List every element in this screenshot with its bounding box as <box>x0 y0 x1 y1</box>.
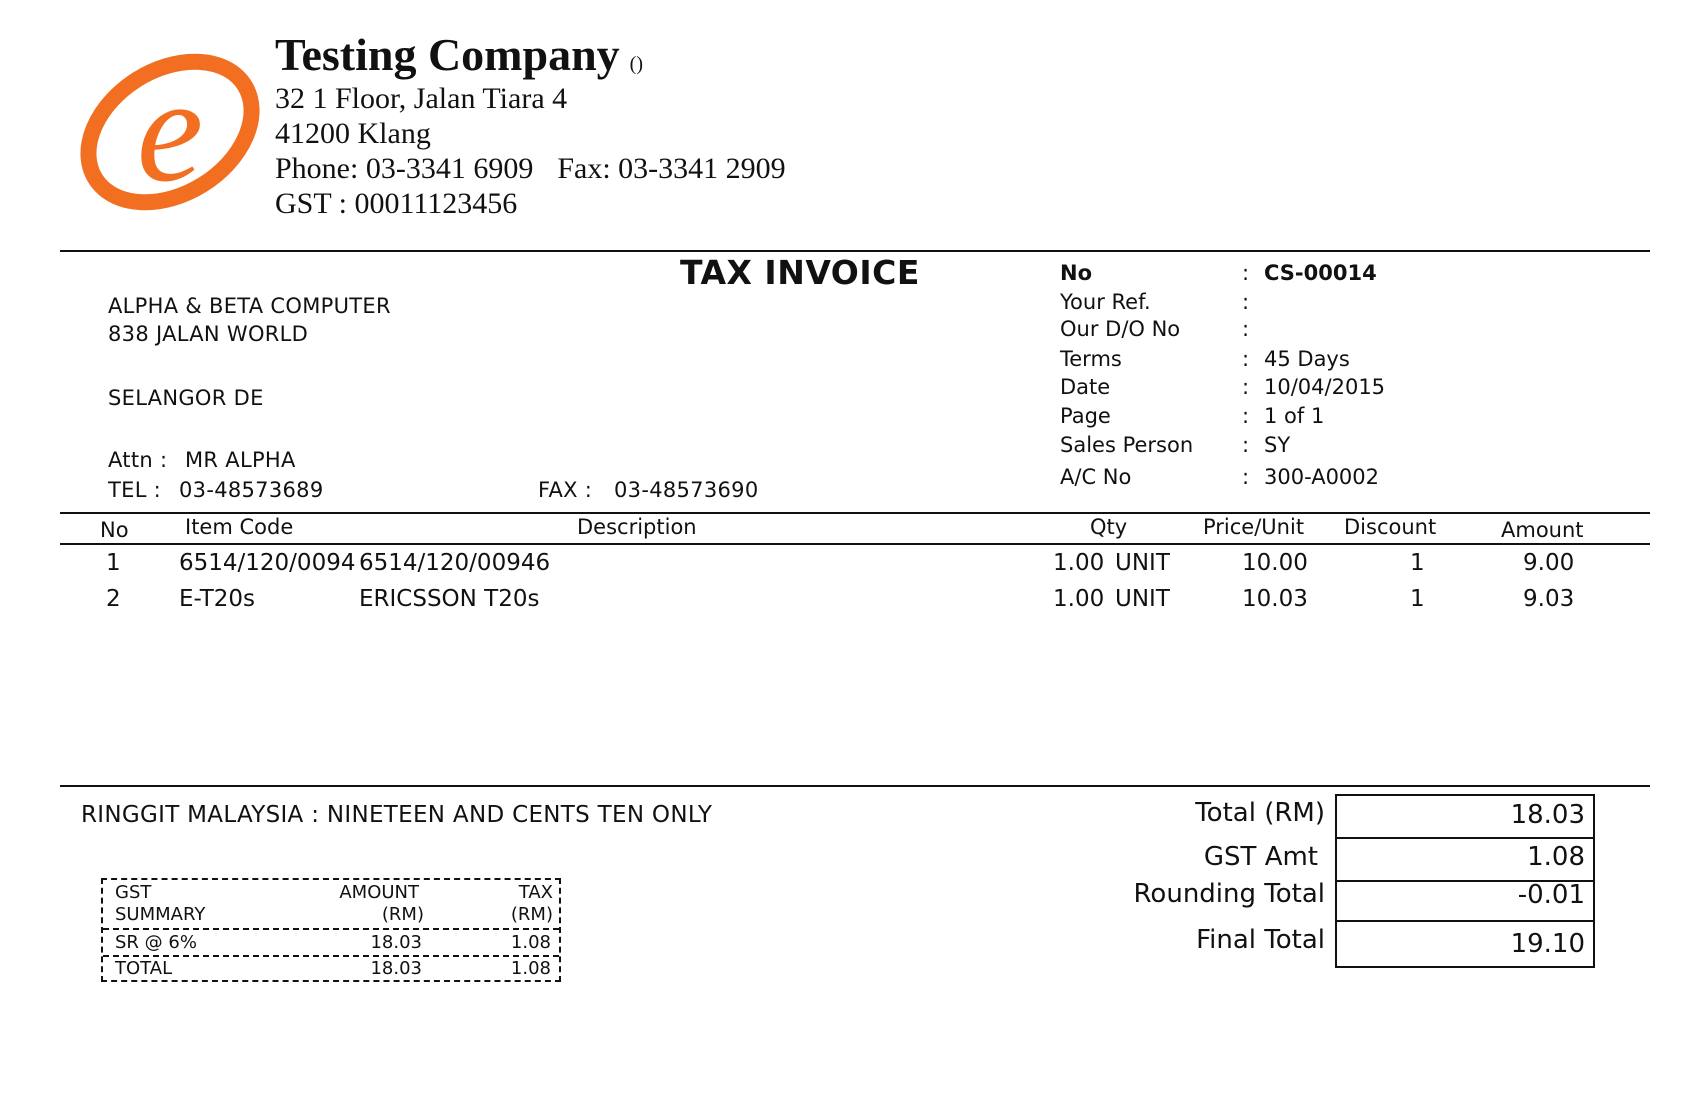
gst-summary-total-amount: 18.03 <box>370 958 422 979</box>
col-header-item-code: Item Code <box>185 515 294 539</box>
final-total-value: 19.10 <box>1510 929 1585 959</box>
company-contact-line <box>275 152 786 186</box>
gst-summary-total-tax: 1.08 <box>510 958 551 979</box>
info-colon: : <box>1242 465 1250 489</box>
row2-amount: 9.03 <box>1523 586 1575 612</box>
company-gst: GST : 00011123456 <box>275 187 518 220</box>
company-fax: Fax: 03-3341 2909 <box>557 152 786 185</box>
row1-item-code: 6514/120/0094 <box>179 550 356 576</box>
info-value-no: CS-00014 <box>1264 261 1377 285</box>
final-total-label: Final Total <box>1196 925 1325 955</box>
company-name <box>275 28 643 81</box>
row1-uom: UNIT <box>1115 550 1170 576</box>
info-label-terms: Terms <box>1060 347 1122 371</box>
info-value-ac-no: 300-A0002 <box>1264 465 1380 489</box>
company-logo <box>75 40 265 225</box>
customer-tel-label: TEL : <box>108 478 162 502</box>
gst-amt-label: GST Amt <box>1203 842 1318 872</box>
company-name-suffix: () <box>629 53 643 75</box>
info-value-page: 1 of 1 <box>1264 404 1325 428</box>
gst-summary-row-tax: 1.08 <box>510 932 551 953</box>
customer-tel: 03-48573689 <box>179 478 324 502</box>
col-header-no: No <box>100 518 129 542</box>
document-title: TAX INVOICE <box>680 253 920 292</box>
gst-summary-row-amount: 18.03 <box>370 932 422 953</box>
total-box <box>1335 794 1595 839</box>
logo-letter: e <box>136 47 204 213</box>
gst-amt-value: 1.08 <box>1527 842 1585 872</box>
row1-price: 10.00 <box>1242 550 1308 576</box>
table-top-divider <box>60 512 1650 514</box>
total-value: 18.03 <box>1510 800 1585 830</box>
info-label-no: No <box>1060 261 1093 285</box>
final-total-box <box>1335 920 1595 968</box>
info-colon: : <box>1242 261 1250 285</box>
company-address-line2: 41200 Klang <box>275 117 431 150</box>
company-address-line1: 32 1 Floor, Jalan Tiara 4 <box>275 82 568 115</box>
company-phone: Phone: 03-3341 6909 <box>275 152 534 185</box>
info-colon: : <box>1242 433 1250 457</box>
total-label: Total (RM) <box>1195 798 1325 828</box>
info-label-date: Date <box>1060 375 1111 399</box>
info-value-date: 10/04/2015 <box>1264 375 1386 399</box>
gst-summary-header-tax: TAX <box>518 882 553 903</box>
info-colon: : <box>1242 290 1250 314</box>
customer-fax: 03-48573690 <box>614 478 759 502</box>
gst-amt-box <box>1335 837 1595 882</box>
gst-summary-header-gst: GST <box>115 882 152 903</box>
company-name-text: Testing Company <box>275 29 620 80</box>
gst-summary-total-label: TOTAL <box>115 958 173 979</box>
row2-discount: 1 <box>1410 586 1425 612</box>
info-colon: : <box>1242 347 1250 371</box>
info-label-page: Page <box>1060 404 1111 428</box>
col-header-amount: Amount <box>1501 518 1584 542</box>
info-colon: : <box>1242 375 1250 399</box>
customer-address2: SELANGOR DE <box>108 386 264 410</box>
row2-item-code: E-T20s <box>179 586 256 612</box>
customer-attn-label: Attn : <box>108 448 168 472</box>
info-label-ac-no: A/C No <box>1060 465 1132 489</box>
info-label-sales-person: Sales Person <box>1060 433 1194 457</box>
customer-address1: 838 JALAN WORLD <box>108 322 309 346</box>
rounding-total-label: Rounding Total <box>1133 879 1325 909</box>
row1-no: 1 <box>106 550 121 576</box>
col-header-description: Description <box>577 515 697 539</box>
gst-summary-header-summary: SUMMARY <box>115 904 206 925</box>
gst-summary-divider <box>103 955 559 957</box>
row2-qty: 1.00 <box>1053 586 1105 612</box>
row2-description: ERICSSON T20s <box>359 586 540 612</box>
info-colon: : <box>1242 404 1250 428</box>
gst-summary-box <box>101 878 561 982</box>
info-label-do-no: Our D/O No <box>1060 317 1181 341</box>
header-divider <box>60 250 1650 252</box>
col-header-price: Price/Unit <box>1203 515 1305 539</box>
gst-summary-header-amount: AMOUNT <box>339 882 419 903</box>
row1-amount: 9.00 <box>1523 550 1575 576</box>
row1-qty: 1.00 <box>1053 550 1105 576</box>
row1-description: 6514/120/00946 <box>359 550 551 576</box>
table-bottom-divider <box>60 785 1650 787</box>
gst-summary-divider <box>103 928 559 930</box>
gst-summary-header-tax-unit: (RM) <box>510 904 553 925</box>
col-header-discount: Discount <box>1344 515 1437 539</box>
info-value-sales-person: SY <box>1264 433 1291 457</box>
customer-fax-label: FAX : <box>538 478 593 502</box>
info-label-your-ref: Your Ref. <box>1060 290 1151 314</box>
info-value-terms: 45 Days <box>1264 347 1350 371</box>
rounding-total-value: -0.01 <box>1517 880 1585 910</box>
col-header-qty: Qty <box>1090 515 1128 539</box>
rounding-total-box <box>1335 880 1595 922</box>
row2-uom: UNIT <box>1115 586 1170 612</box>
row1-discount: 1 <box>1410 550 1425 576</box>
customer-attn: MR ALPHA <box>185 448 296 472</box>
customer-name: ALPHA & BETA COMPUTER <box>108 294 391 318</box>
gst-summary-header-amount-unit: (RM) <box>381 904 424 925</box>
row2-price: 10.03 <box>1242 586 1308 612</box>
amount-in-words: RINGGIT MALAYSIA : NINETEEN AND CENTS TEN ONLY <box>81 802 713 828</box>
table-header-divider <box>60 543 1650 545</box>
gst-summary-row-label: SR @ 6% <box>115 932 197 953</box>
info-colon: : <box>1242 317 1250 341</box>
row2-no: 2 <box>106 586 121 612</box>
